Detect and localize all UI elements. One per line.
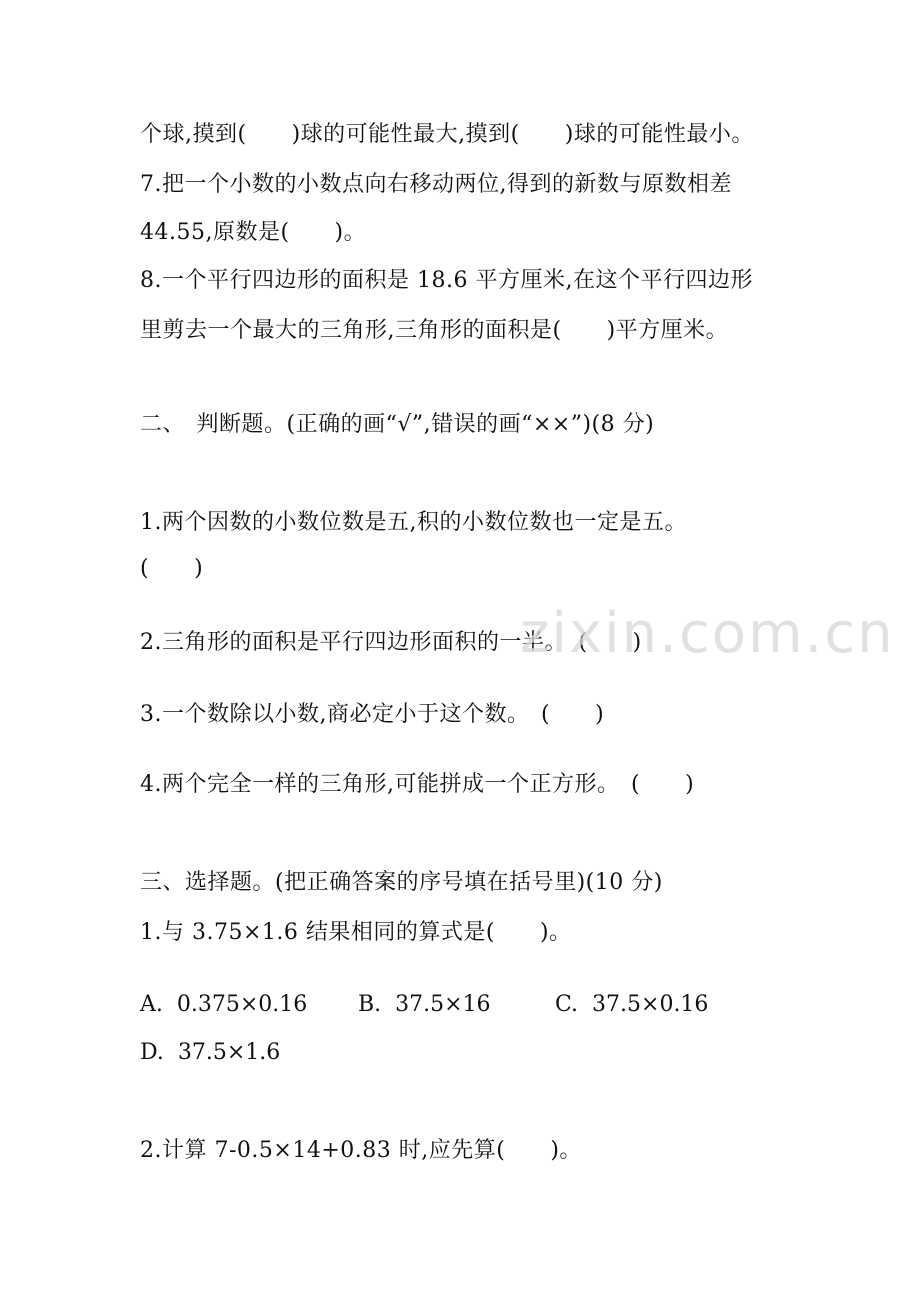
question-7-line-2: 44.55,原数是( )。 bbox=[140, 220, 367, 245]
choice-1-option-c: C. 37.5×0.16 bbox=[555, 992, 709, 1017]
question-8-line-2: 里剪去一个最大的三角形,三角形的面积是( )平方厘米。 bbox=[140, 318, 729, 343]
judgment-1-answer-paren: ( ) bbox=[140, 556, 204, 581]
choice-1: 1.与 3.75×1.6 结果相同的算式是( )。 bbox=[140, 920, 572, 945]
choice-1-option-b: B. 37.5×16 bbox=[358, 992, 491, 1017]
question-8-line-1: 8.一个平行四边形的面积是 18.6 平方厘米,在这个平行四边形 bbox=[140, 268, 753, 293]
choice-1-option-d: D. 37.5×1.6 bbox=[140, 1040, 281, 1065]
judgment-1: 1.两个因数的小数位数是五,积的小数位数也一定是五。 bbox=[140, 510, 687, 535]
choice-2: 2.计算 7-0.5×14+0.83 时,应先算( )。 bbox=[140, 1138, 582, 1163]
choice-1-option-a: A. 0.375×0.16 bbox=[140, 992, 308, 1017]
judgment-2: 2.三角形的面积是平行四边形面积的一半。 ( ) bbox=[140, 630, 642, 655]
section-3-heading: 三、选择题。(把正确答案的序号填在括号里)(10 分) bbox=[140, 870, 663, 895]
judgment-4: 4.两个完全一样的三角形,可能拼成一个正方形。 ( ) bbox=[140, 772, 695, 797]
question-6-continuation: 个球,摸到( )球的可能性最大,摸到( )球的可能性最小。 bbox=[140, 122, 754, 147]
question-7-line-1: 7.把一个小数的小数点向右移动两位,得到的新数与原数相差 bbox=[140, 172, 732, 197]
section-2-heading: 二、 判断题。(正确的画“√”,错误的画“××”)(8 分) bbox=[140, 412, 655, 437]
watermark: zixin.com.cn bbox=[520, 601, 895, 666]
judgment-3: 3.一个数除以小数,商必定小于这个数。 ( ) bbox=[140, 702, 605, 727]
